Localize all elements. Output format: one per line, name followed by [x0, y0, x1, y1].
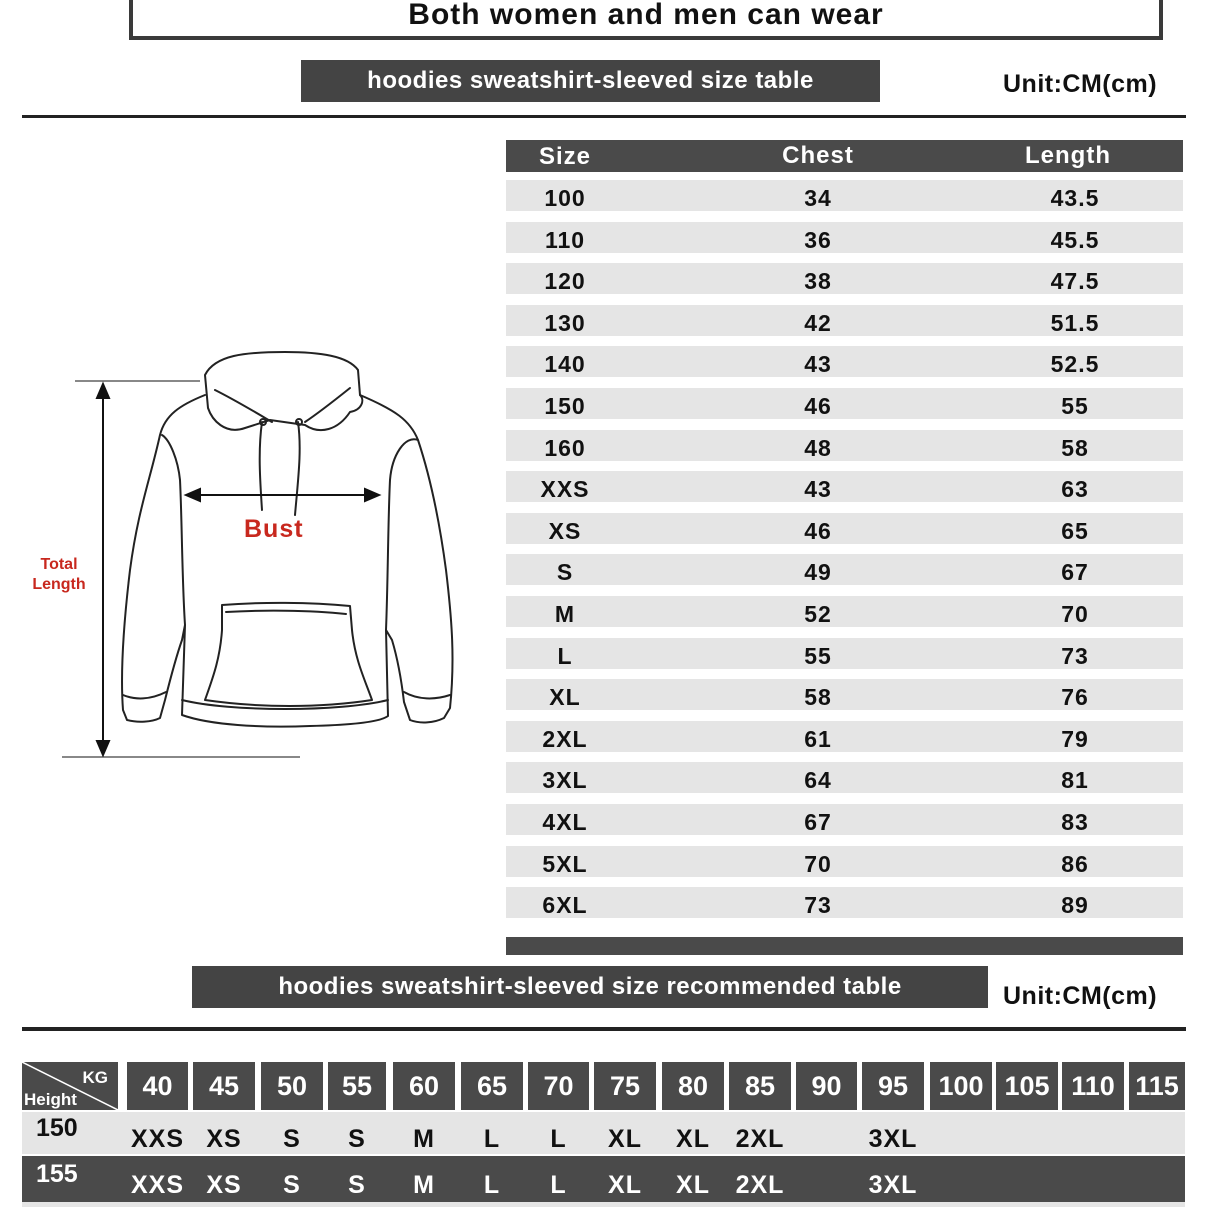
size-cell: XL — [608, 1171, 642, 1199]
recommend-table-corner — [22, 1062, 118, 1110]
size-table-row — [506, 388, 1183, 419]
cell-chest: 36 — [804, 226, 832, 253]
size-table-row — [506, 638, 1183, 669]
size-cell: XS — [206, 1171, 242, 1199]
cell-size: 6XL — [542, 892, 588, 919]
size-table-row — [506, 887, 1183, 918]
cell-size: L — [557, 642, 573, 669]
cell-size: 2XL — [542, 725, 588, 752]
page-title: Both women and men can wear — [129, 0, 1163, 40]
cell-length: 55 — [1061, 392, 1089, 419]
weight-header-cell: 80 — [662, 1062, 724, 1110]
size-table-footer-bar — [506, 937, 1183, 955]
size-table-row — [506, 180, 1183, 211]
cell-chest: 46 — [804, 517, 832, 544]
height-cell: 150 — [36, 1114, 78, 1142]
size-cell: S — [348, 1125, 366, 1153]
size-table-row — [506, 679, 1183, 710]
weight-header-cell: 115 — [1129, 1062, 1185, 1110]
cell-length: 63 — [1061, 476, 1089, 503]
cell-chest: 48 — [804, 434, 832, 461]
cell-chest: 64 — [804, 767, 832, 794]
size-cell: 3XL — [868, 1125, 918, 1153]
size-cell: XL — [676, 1125, 710, 1153]
weight-header-cell: 60 — [393, 1062, 455, 1110]
corner-kg-label: KG — [82, 1068, 108, 1087]
cell-size: 110 — [544, 226, 586, 253]
corner-height-label: Height — [24, 1090, 77, 1109]
pocket-outline — [205, 603, 372, 706]
size-cell: M — [413, 1125, 435, 1153]
cell-length: 70 — [1061, 600, 1089, 627]
cell-length: 58 — [1061, 434, 1089, 461]
cell-chest: 55 — [804, 642, 832, 669]
size-cell: L — [550, 1125, 567, 1153]
cell-chest: 61 — [804, 725, 832, 752]
cell-length: 79 — [1061, 725, 1089, 752]
size-cell: XS — [206, 1125, 242, 1153]
cell-size: 160 — [544, 434, 586, 461]
size-cell: S — [283, 1125, 301, 1153]
size-cell: S — [348, 1171, 366, 1199]
cell-chest: 67 — [804, 808, 832, 835]
size-cell: 2XL — [735, 1125, 785, 1153]
size-table-row — [506, 305, 1183, 336]
cell-length: 51.5 — [1050, 309, 1100, 336]
weight-header-cell: 75 — [594, 1062, 656, 1110]
bust-label: Bust — [244, 515, 304, 543]
size-table-row — [506, 263, 1183, 294]
cell-size: 3XL — [542, 767, 588, 794]
recommend-table-row — [22, 1156, 1185, 1202]
size-cell: L — [483, 1171, 501, 1199]
size-cell: S — [283, 1171, 301, 1199]
weight-header-cell: 100 — [930, 1062, 992, 1110]
cell-chest: 70 — [804, 850, 832, 877]
cell-chest: 43 — [804, 476, 832, 503]
total-length-label — [26, 555, 92, 595]
cell-length: 89 — [1061, 892, 1089, 919]
size-table-row — [506, 430, 1183, 461]
cell-chest: 42 — [804, 309, 832, 336]
cell-length: 81 — [1061, 767, 1089, 794]
size-cell: XXS — [130, 1171, 185, 1199]
size-cell: L — [483, 1125, 501, 1153]
weight-header-cell: 40 — [127, 1062, 188, 1110]
weight-header-cell: 90 — [796, 1062, 857, 1110]
cell-size: M — [554, 600, 576, 627]
total-length-label-line2: Length — [32, 576, 86, 593]
recommend-table-unit: Unit:CM(cm) — [1003, 982, 1158, 1010]
size-cell: M — [413, 1171, 435, 1199]
divider — [22, 1027, 1186, 1031]
size-table-unit: Unit:CM(cm) — [1003, 70, 1158, 98]
cell-chest: 52 — [804, 600, 832, 627]
weight-header-cell: 70 — [528, 1062, 589, 1110]
cell-length: 83 — [1061, 808, 1089, 835]
cell-size: XL — [549, 684, 581, 711]
cell-size: S — [556, 559, 574, 586]
weight-header-cell: 110 — [1062, 1062, 1124, 1110]
cell-length: 47.5 — [1050, 268, 1100, 295]
weight-header-cell: 50 — [261, 1062, 323, 1110]
weight-header-cell: 55 — [328, 1062, 386, 1110]
cell-length: 67 — [1061, 559, 1089, 586]
size-table-body — [506, 180, 1183, 929]
size-table-row — [506, 346, 1183, 377]
column-header-length: Length — [1025, 142, 1111, 169]
column-header-chest: Chest — [782, 142, 854, 169]
cell-chest: 58 — [804, 684, 832, 711]
size-table-row — [506, 222, 1183, 253]
cell-size: 100 — [544, 185, 586, 211]
size-cell: 2XL — [735, 1171, 785, 1199]
weight-header-cell: 65 — [461, 1062, 523, 1110]
hood-outline — [205, 352, 362, 430]
cell-chest: 46 — [804, 392, 832, 419]
cell-chest: 38 — [804, 268, 832, 295]
bust-arrow — [186, 489, 379, 501]
weight-header-cell: 45 — [193, 1062, 255, 1110]
cell-size: 120 — [544, 268, 586, 295]
cell-length: 86 — [1061, 850, 1089, 877]
cell-size: XXS — [540, 476, 590, 503]
size-table-title: hoodies sweatshirt-sleeved size table — [301, 60, 880, 102]
height-cell: 155 — [36, 1160, 78, 1188]
recommend-table-footer — [22, 1202, 1185, 1207]
size-table-row — [506, 762, 1183, 793]
weight-header-cell: 95 — [862, 1062, 924, 1110]
total-length-label-line1: Total — [40, 556, 78, 573]
cell-length: 76 — [1061, 684, 1089, 711]
cell-length: 43.5 — [1050, 185, 1100, 211]
cell-chest: 34 — [804, 185, 832, 211]
cell-length: 52.5 — [1050, 351, 1100, 378]
cell-chest: 43 — [804, 351, 832, 378]
cell-size: 130 — [544, 309, 586, 336]
cell-length: 45.5 — [1050, 226, 1100, 253]
recommend-table-title: hoodies sweatshirt-sleeved size recommended table — [192, 966, 988, 1008]
recommend-table-row — [22, 1112, 1185, 1154]
size-cell: XL — [608, 1125, 642, 1153]
cell-chest: 73 — [804, 892, 832, 919]
cell-size: 5XL — [542, 850, 588, 877]
cell-size: XS — [548, 517, 582, 544]
size-table-row — [506, 846, 1183, 877]
total-length-arrow — [62, 381, 300, 757]
column-header-size: Size — [538, 143, 592, 170]
size-cell: L — [550, 1171, 567, 1199]
cell-size: 150 — [544, 392, 586, 419]
cell-chest: 49 — [804, 559, 832, 586]
size-table-row — [506, 471, 1183, 502]
divider — [22, 115, 1186, 118]
size-table-row — [506, 554, 1183, 585]
size-table-row — [506, 513, 1183, 544]
cell-length: 73 — [1061, 642, 1089, 669]
size-table-row — [506, 721, 1183, 752]
cell-size: 4XL — [542, 808, 588, 835]
cell-length: 65 — [1061, 517, 1089, 544]
size-cell: 3XL — [868, 1171, 918, 1199]
cell-size: 140 — [544, 351, 586, 378]
size-table-row — [506, 804, 1183, 835]
size-cell: XL — [676, 1171, 710, 1199]
size-table-header — [506, 140, 1183, 172]
weight-header-cell: 105 — [996, 1062, 1058, 1110]
size-cell: XXS — [130, 1125, 185, 1153]
size-table-row — [506, 596, 1183, 627]
weight-header-cell: 85 — [729, 1062, 791, 1110]
